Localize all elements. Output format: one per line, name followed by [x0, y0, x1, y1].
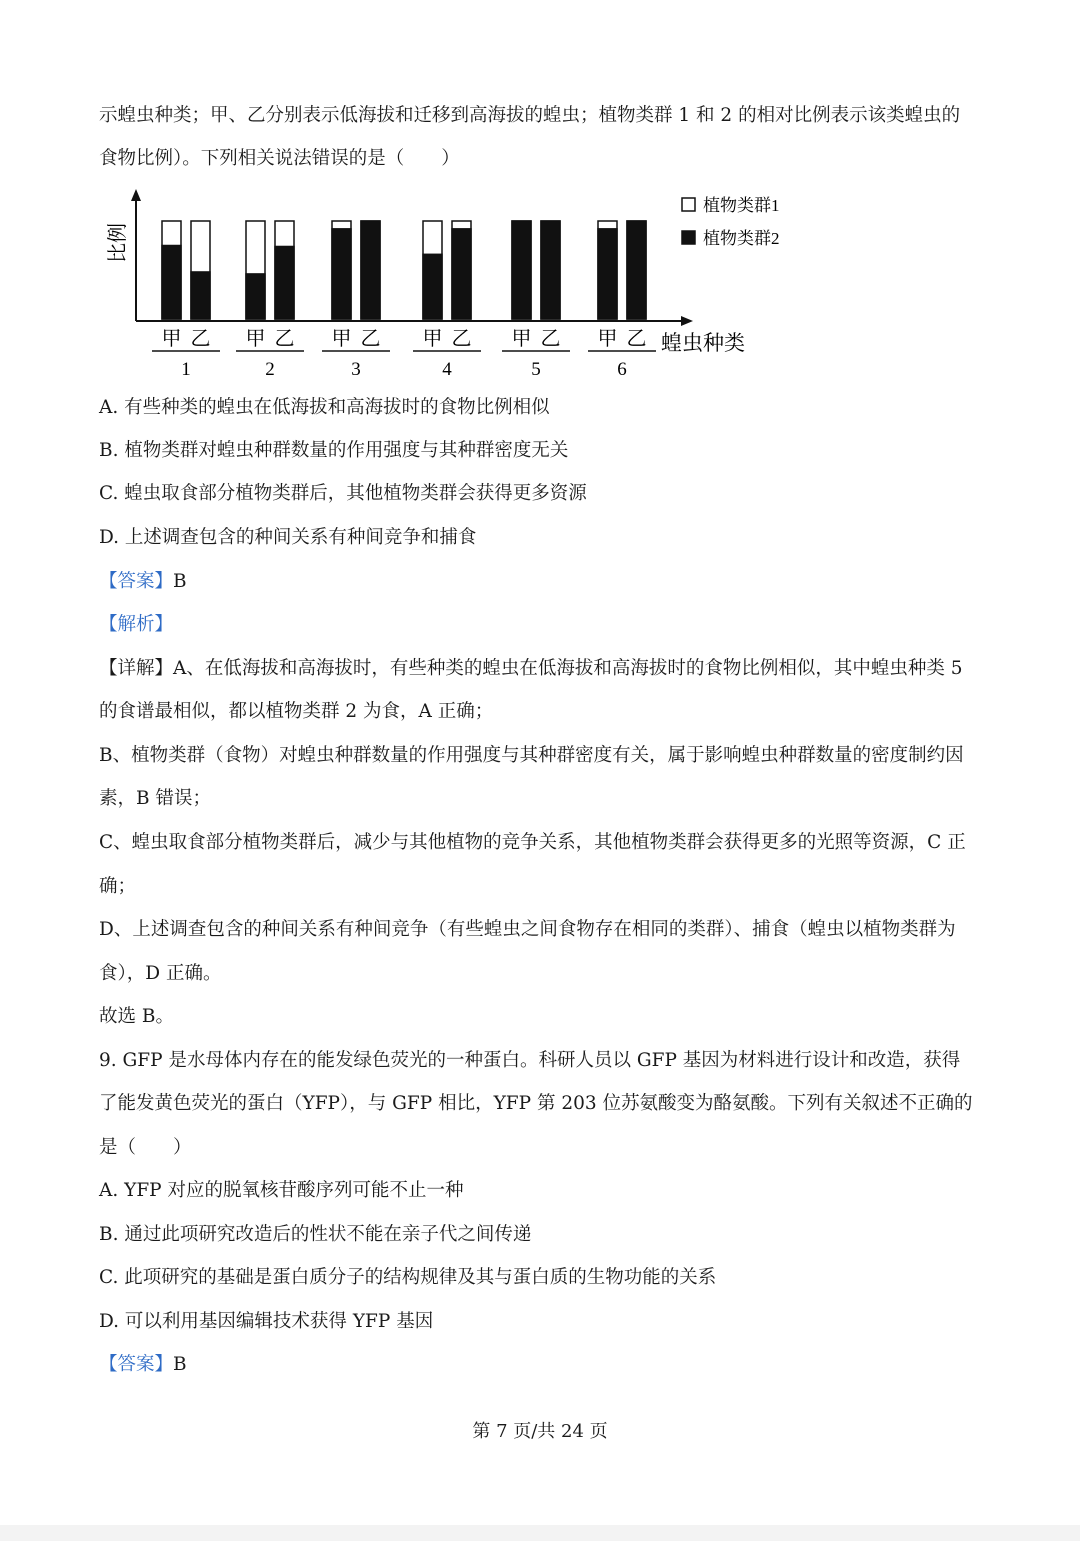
q8-detail-line-5: C、蝗虫取食部分植物类群后，减少与其他植物的竞争关系，其他植物类群会获得更多的光照等资源，C 正	[99, 832, 966, 853]
x-sublabel-2-yi: 乙	[274, 328, 295, 350]
bar-plant-group-2-6-jia	[598, 229, 617, 319]
x-sublabel-1-jia: 甲	[161, 328, 182, 350]
x-sublabel-4-yi: 乙	[451, 328, 472, 350]
x-tick-label-1: 1	[181, 359, 191, 380]
q9-stem-line-1: 9. GFP 是水母体内存在的能发绿色荧光的一种蛋白。科研人员以 GFP 基因为材料进行设计和改造，获得	[99, 1050, 961, 1071]
x-tick-label-5: 5	[531, 359, 541, 380]
q9-option-a: A. YFP 对应的脱氧核苷酸序列可能不止一种	[99, 1180, 464, 1201]
q8-detail-line-3: B、植物类群（食物）对蝗虫种群数量的作用强度与其种群密度有关，属于影响蝗虫种群数量的密度制约因	[99, 745, 964, 766]
q9-answer	[99, 1351, 187, 1379]
x-tick-label-2: 2	[265, 359, 275, 380]
q8-answer	[99, 568, 187, 596]
bar-plant-group-2-4-yi	[452, 229, 471, 319]
chart-ylabel: 比例	[107, 223, 129, 263]
x-sublabel-6-yi: 乙	[626, 328, 647, 350]
q8-conclusion: 故选 B。	[99, 1006, 174, 1027]
legend-swatch-plant-group-1	[682, 198, 695, 211]
x-sublabel-6-jia: 甲	[597, 328, 618, 350]
q8-answer-tag: 【答案】	[99, 571, 174, 592]
chart-x-axis-arrow	[681, 316, 693, 326]
q8-detail-line-4: 素，B 错误；	[99, 788, 211, 809]
x-tick-label-3: 3	[351, 359, 361, 380]
bar-plant-group-2-1-yi	[191, 272, 210, 319]
bar-plant-group-2-5-yi	[541, 221, 560, 319]
bar-plant-group-2-1-jia	[162, 246, 181, 320]
chart-xlabel: 蝗虫种类	[661, 331, 745, 355]
bottom-divider	[0, 1525, 1080, 1541]
q9-option-c: C. 此项研究的基础是蛋白质分子的结构规律及其与蛋白质的生物功能的关系	[99, 1267, 717, 1288]
bar-plant-group-2-3-yi	[361, 221, 380, 319]
q8-detail-line-2: 的食谱最相似，都以植物类群 2 为食，A 正确；	[99, 701, 494, 722]
q9-stem-line-3: 是（ ）	[99, 1137, 192, 1158]
q8-detail-line-6: 确；	[99, 876, 137, 897]
q8-option-d: D. 上述调查包含的种间关系有种间竞争和捕食	[99, 527, 477, 548]
q9-option-b: B. 通过此项研究改造后的性状不能在亲子代之间传递	[99, 1224, 532, 1245]
q8-detail-tag: 【详解】	[99, 658, 174, 679]
q8-detail-line-7: D、上述调查包含的种间关系有种间竞争（有些蝗虫之间食物存在相同的类群）、捕食（蝗虫以植物类群为	[99, 919, 956, 940]
bar-plant-group-2-4-jia	[423, 254, 442, 319]
bar-plant-group-2-3-jia	[332, 229, 351, 319]
q9-option-d: D. 可以利用基因编辑技术获得 YFP 基因	[99, 1311, 434, 1332]
bar-plant-group-2-6-yi	[627, 221, 646, 319]
q9-answer-value: B	[173, 1354, 187, 1375]
q9-stem-line-2: 了能发黄色荧光的蛋白（YFP），与 GFP 相比，YFP 第 203 位苏氨酸变为酪氨酸。下列有关叙述不正确的	[99, 1093, 973, 1114]
bar-plant-group-2-2-jia	[246, 274, 265, 319]
x-sublabel-5-jia: 甲	[511, 328, 532, 350]
q8-answer-value: B	[173, 571, 187, 592]
x-sublabel-2-jia: 甲	[245, 328, 266, 350]
question-8-stem-line-1: 示蝗虫种类；甲、乙分别表示低海拔和迁移到高海拔的蝗虫；植物类群 1 和 2 的相对比例表示该类蝗虫的	[99, 105, 961, 126]
chart-y-axis-arrow	[131, 189, 141, 201]
x-sublabel-4-jia: 甲	[422, 328, 443, 350]
q8-option-a: A. 有些种类的蝗虫在低海拔和高海拔时的食物比例相似	[99, 397, 550, 418]
locust-diet-chart	[100, 185, 820, 385]
legend-label-plant-group-1: 植物类群1	[703, 196, 780, 215]
q8-option-c: C. 蝗虫取食部分植物类群后，其他植物类群会获得更多资源	[99, 483, 587, 504]
q9-answer-tag: 【答案】	[99, 1354, 174, 1375]
question-8-stem-line-2: 食物比例）。下列相关说法错误的是（ ）	[99, 148, 460, 169]
x-sublabel-5-yi: 乙	[540, 328, 561, 350]
q8-detail-line-8: 食），D 正确。	[99, 963, 222, 984]
x-tick-label-6: 6	[617, 359, 627, 380]
q8-option-b: B. 植物类群对蝗虫种群数量的作用强度与其种群密度无关	[99, 440, 569, 461]
q8-detail-line-1	[99, 655, 963, 683]
x-sublabel-3-yi: 乙	[360, 328, 381, 350]
page-footer: 第 7 页/共 24 页	[472, 1421, 608, 1442]
x-sublabel-3-jia: 甲	[331, 328, 352, 350]
bar-plant-group-2-5-jia	[512, 221, 531, 319]
q8-detail-text-1: A、在低海拔和高海拔时，有些种类的蝗虫在低海拔和高海拔时的食物比例相似，其中蝗虫种类 5	[173, 658, 963, 679]
x-tick-label-4: 4	[442, 359, 452, 380]
x-sublabel-1-yi: 乙	[190, 328, 211, 350]
legend-swatch-plant-group-2	[682, 231, 695, 244]
q8-analysis-tag: 【解析】	[99, 614, 174, 635]
legend-label-plant-group-2: 植物类群2	[703, 229, 780, 248]
bar-plant-group-2-2-yi	[275, 246, 294, 319]
